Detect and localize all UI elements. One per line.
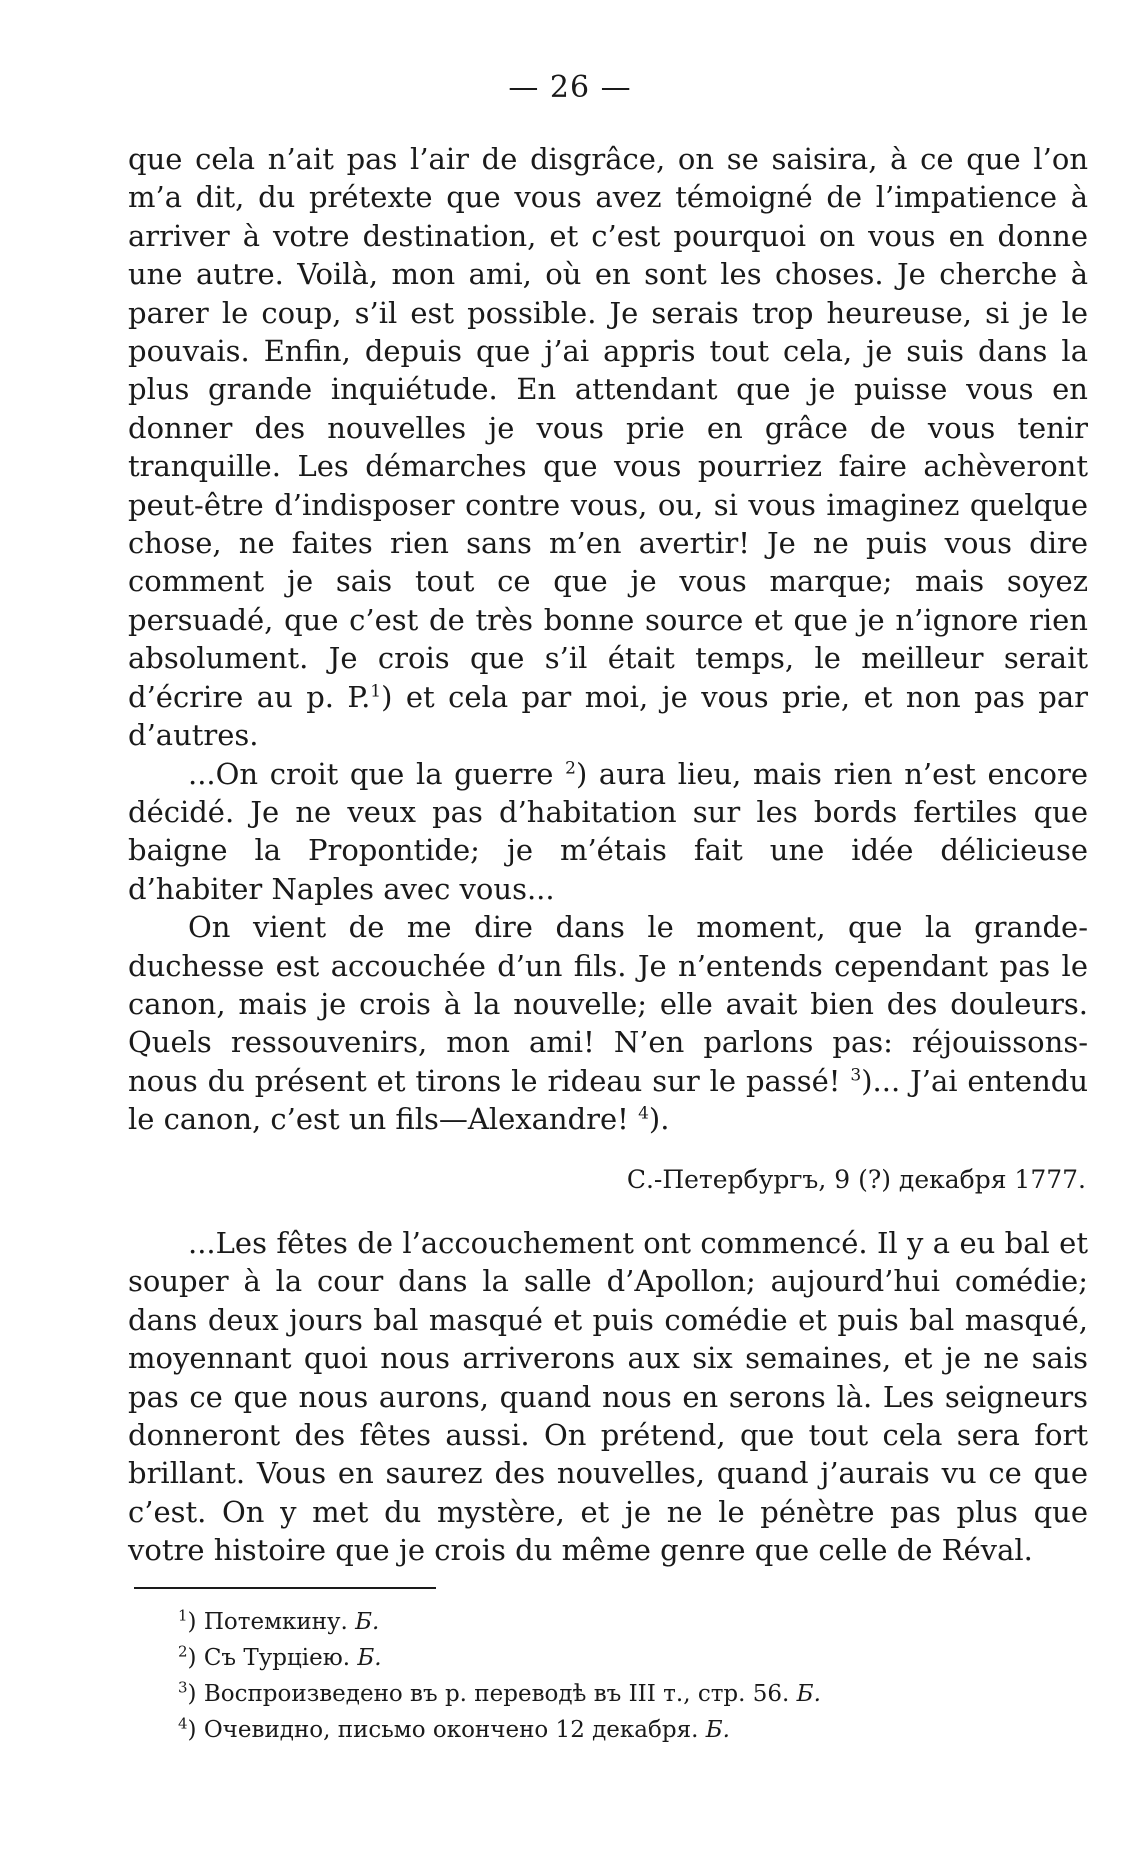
paragraph-1-text: que cela n’ait pas l’air de disgrâce, on se saisira, à ce que l’on m’a dit, du prétexte que vous avez témoigné de l’impatience à arriver à votre destination, et c’est pourquoi on vous en donne une autre. Voilà, mon ami, où en sont les choses. Je cherche à parer le coup, s’il est possible. Je serais trop heureuse, si je le pouvais. Enfin, depuis que j’ai appris tout cela, je suis dans la plus grande inquiétude. En attendant que je puisse vous en donner des nouvelles je vous prie en grâce de vous tenir tranquille. Les démarches que vous pourriez faire achèveront peut-être d’indisposer contre vous, ou, si vous imaginez quelque chose, ne faites rien sans m’en avertir! Je ne puis vous dire comment je sais tout ce que je vous marque; mais soyez persuadé, que c’est de très bonne source et que je n’ignore rien absolument. Je crois que s’il était temps, le meilleur serait d’écrire au p. P.	[128, 142, 1088, 714]
footnote-1-source: Б.	[355, 1609, 380, 1635]
footnote-ref-3[interactable]: 3	[850, 1065, 862, 1086]
footnote-2-text: ) Съ Турціею.	[187, 1645, 358, 1671]
footnote-3-source: Б.	[796, 1681, 821, 1707]
paragraph-2	[128, 755, 1088, 909]
letter-dateline: С.-Петербургъ, 9 (?) декабря 1777.	[626, 1165, 1086, 1194]
paragraph-3-text: On vient de me dire dans le moment, que la grande-duchesse est accouchée d’un fils. Je n’entends cependant pas le canon, mais je crois à la nouvelle; elle avait bien des douleurs. Quels ressouvenirs, mon ami! N’en parlons pas: réjouissons-nous du présent et tirons le rideau sur le passé!	[128, 910, 1088, 1098]
paragraph-1	[128, 140, 1088, 755]
footnotes-list	[178, 1604, 1058, 1748]
paragraph-3-text-end: ).	[648, 1102, 670, 1137]
paragraph-2-text: ...On croit que la guerre	[188, 756, 554, 791]
footnote-3-mark: 3	[178, 1678, 188, 1697]
footnote-4	[178, 1712, 1058, 1748]
footnote-4-text: ) Очевидно, письмо окончено 12 декабря.	[187, 1717, 706, 1743]
paragraph-4: ...Les fêtes de l’accouchement ont commencé. Il y a eu bal et souper à la cour dans la salle d’Apollon; aujourd’hui comédie; dans deux jours bal masqué et puis comédie et puis bal masqué, moyennant quoi nous arriverons aux six semaines, et je ne sais pas ce que nous aurons, quand nous en serons là. Les seigneurs donneront des fêtes aussi. On prétend, que tout cela sera fort brillant. Vous en saurez des nouvelles, quand j’aurais vu ce que c’est. On y met du mystère, et je ne le pénètre pas plus que votre histoire que je crois du même genre que celle de Réval.	[128, 1226, 1088, 1568]
page-number: — 26 —	[508, 70, 632, 105]
footnote-3-text: ) Воспроизведено въ р. переводѣ въ III т., стр. 56.	[187, 1681, 797, 1707]
letter-text-part-1	[128, 140, 1088, 1139]
footnote-2-source: Б.	[357, 1645, 382, 1671]
letter-text-part-2	[128, 1224, 1088, 1570]
footnote-1-mark: 1	[178, 1606, 188, 1625]
footnote-1-text: ) Потемкину.	[187, 1609, 356, 1635]
footnote-ref-4[interactable]: 4	[638, 1103, 649, 1124]
footnote-2-mark: 2	[178, 1642, 188, 1661]
footnote-ref-1[interactable]: 1	[370, 681, 382, 702]
footnote-4-mark: 4	[178, 1714, 188, 1733]
paragraph-3	[128, 908, 1088, 1138]
paragraph-2-text-end: ) aura lieu, mais rien n’est encore décidé. Je ne veux pas d’habitation sur les bords fertiles que baigne la Propontide; je m’étais fait une idée délicieuse d’habiter Naples avec vous...	[128, 756, 1089, 906]
footnote-1	[178, 1604, 1058, 1640]
footnote-2	[178, 1640, 1058, 1676]
paragraph-1-text-end: ) et cela par moi, je vous prie, et non pas par d’autres.	[128, 679, 1089, 753]
paragraph-3-text-mid: )... J’ai entendu le canon, c’est un fils—Alexandre!	[128, 1063, 1089, 1137]
footnote-3	[178, 1676, 1058, 1712]
footnote-divider	[134, 1587, 436, 1589]
footnote-4-source: Б.	[705, 1717, 730, 1743]
footnote-ref-2[interactable]: 2	[565, 757, 576, 778]
